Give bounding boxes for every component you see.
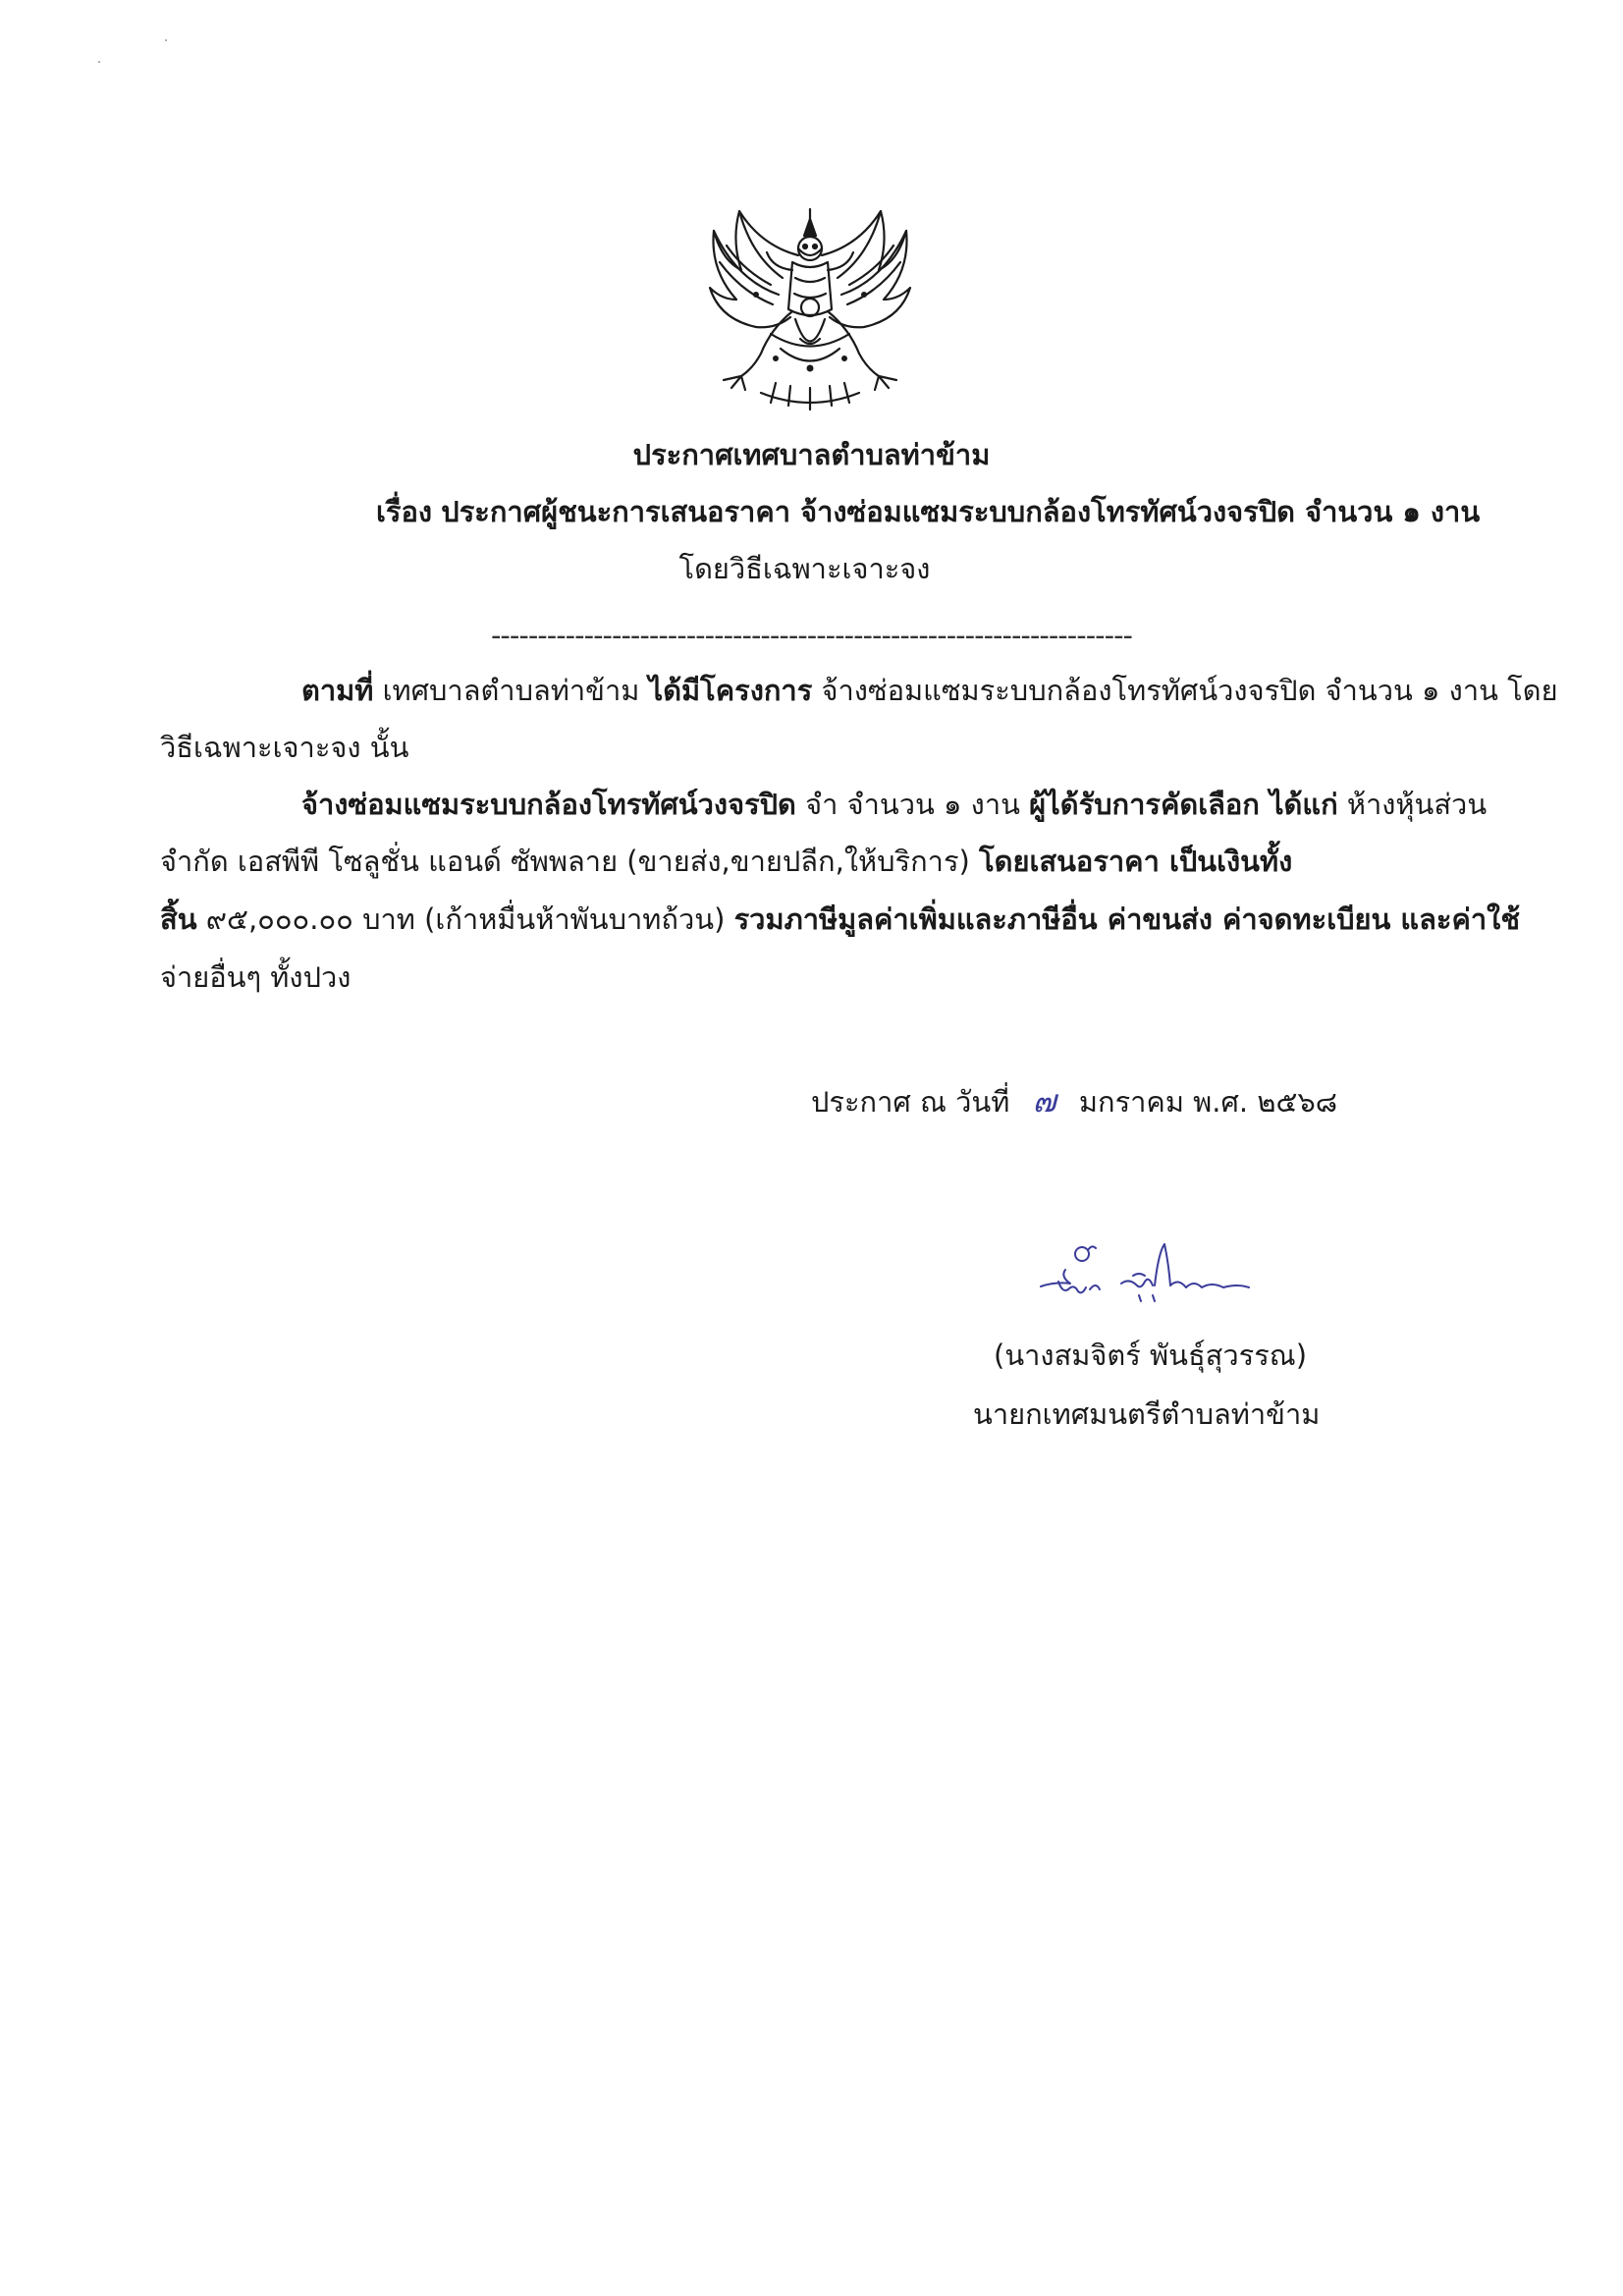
subject-line-2: โดยวิธีเฉพาะเจาะจง xyxy=(678,552,931,585)
signatory-name: (นางสมจิตร์ พันธุ์สุวรรณ) xyxy=(994,1339,1308,1372)
para1-text-1: เทศบาลตำบลท่าข้าม xyxy=(373,674,649,707)
para2-line3-bold-1: สิ้น xyxy=(160,902,197,936)
date-day-handwritten: ๗ xyxy=(1032,1082,1056,1120)
para2-line2-bold: โดยเสนอราคา เป็นเงินทั้ง xyxy=(979,845,1293,878)
paragraph-2-line-4: จ่ายอื่นๆ ทั้งปวง xyxy=(160,960,352,994)
paragraph-2-line-3 xyxy=(160,900,1520,939)
paragraph-2-line-2 xyxy=(160,842,1292,881)
para2-line3-bold-2: รวมภาษีมูลค่าเพิ่มและภาษีอื่น ค่าขนส่ง ค่าจดทะเบียน และค่าใช้ xyxy=(733,902,1520,936)
signatory-position: นายกเทศมนตรีตำบลท่าข้าม xyxy=(973,1397,1321,1431)
para2-text-1: จำ จำนวน ๑ งาน xyxy=(795,788,1030,821)
subject-text: ประกาศผู้ชนะการเสนอราคา จ้างซ่อมแซมระบบกล้องโทรทัศน์วงจรปิด จำนวน ๑ งาน xyxy=(441,495,1481,528)
scan-speck xyxy=(98,61,100,63)
para1-text-2: จ้างซ่อมแซมระบบกล้องโทรทัศน์วงจรปิด จำนวน ๑ งาน โดย xyxy=(812,674,1558,707)
para1-bold-1: ตามที่ xyxy=(301,674,374,707)
date-prefix: ประกาศ ณ วันที่ xyxy=(811,1085,1010,1119)
paragraph-2-line-1 xyxy=(301,785,1487,824)
para2-bold-1: จ้างซ่อมแซมระบบกล้องโทรทัศน์วงจรปิด xyxy=(301,788,796,821)
para2-line2-text: จำกัด เอสพีพี โซลูชั่น แอนด์ ซัพพลาย (ขายส่ง,ขายปลีก,ให้บริการ) xyxy=(160,845,980,878)
scan-speck xyxy=(165,39,167,41)
announcement-title: ประกาศเทศบาลตำบลท่าข้าม xyxy=(632,438,991,471)
subject-line xyxy=(376,492,1480,531)
para2-text-2: ห้างหุ้นส่วน xyxy=(1337,788,1488,821)
subject-label: เรื่อง xyxy=(376,495,433,528)
para2-bold-2: ผู้ได้รับการคัดเลือก ได้แก่ xyxy=(1029,788,1338,821)
paragraph-1-line-2: วิธีเฉพาะเจาะจง นั้น xyxy=(160,731,409,764)
garuda-emblem-icon xyxy=(702,201,918,412)
para1-bold-2: ได้มีโครงการ xyxy=(648,674,813,707)
separator: --------------------------------------------------------------------- xyxy=(490,619,1133,652)
announcement-date xyxy=(811,1081,1337,1121)
date-month-year: มกราคม พ.ศ. ๒๕๖๘ xyxy=(1078,1085,1338,1119)
para2-line3-amount: ๙๕,๐๐๐.๐๐ บาท (เก้าหมื่นห้าพันบาทถ้วน) xyxy=(196,902,734,936)
handwritten-signature xyxy=(1031,1232,1276,1306)
paragraph-1-line-1 xyxy=(301,671,1558,710)
